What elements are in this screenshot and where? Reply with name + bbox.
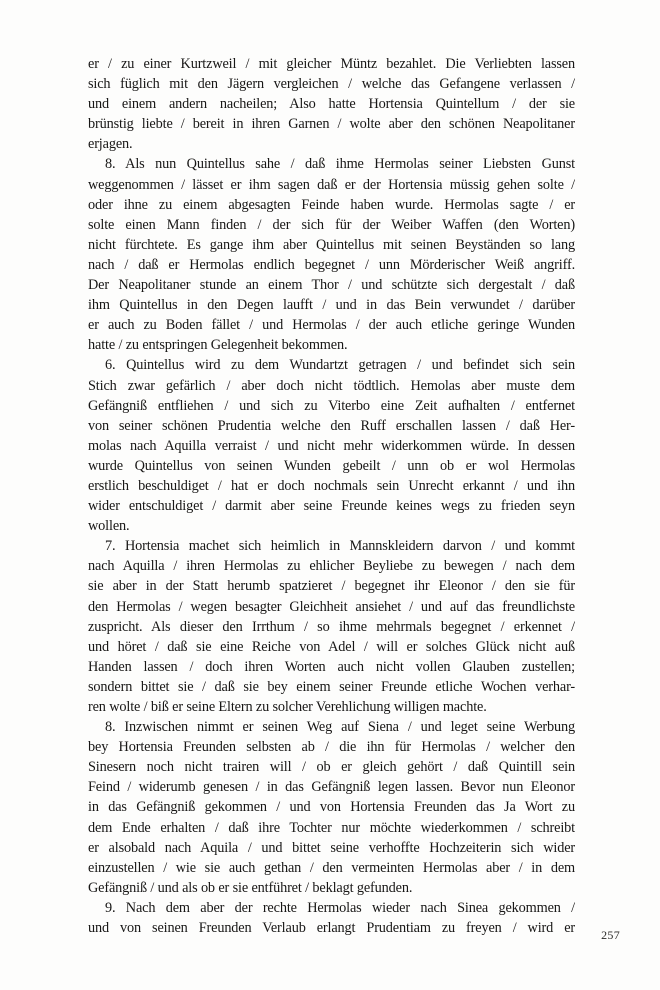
text-line: wider entschuldiget / darmit aber seine Freunde keines wegs zu frieden seyn — [88, 498, 575, 515]
text-line: nach / daß er Hermolas endlich begegnet / unn Mörderischer Weiß angriff. — [88, 256, 575, 273]
text-line: 8. Als nun Quintellus sahe / daß ihme Hermolas seiner Liebsten Gunst — [105, 156, 575, 173]
text-line: und höret / daß sie eine Reiche von Adel / will er solches Glück nicht auß — [88, 638, 575, 655]
text-line: wollen. — [88, 518, 130, 535]
text-line: sie aber in der Statt herumb spatzieret / begegnet ihr Eleonor / den sie für — [88, 578, 575, 595]
text-line: einzustellen / wie sie auch gethan / den vermeinten Hermolas aber / in dem — [88, 859, 575, 876]
text-line: nicht fürchtete. Es gange ihm aber Quintellus mit seinen Beyständen so lang — [88, 236, 575, 253]
text-line: wurde Quintellus von seinen Wunden gebeilt / unn ob er wol Hermolas — [88, 457, 575, 474]
text-line: den Hermolas / wegen besagter Gleichheit ansiehet / und auf das freundlichste — [88, 598, 575, 615]
text-line: brünstig liebte / bereit in ihren Garnen / wolte aber den schönen Neapolitaner — [88, 116, 575, 133]
text-line: ren wolte / biß er seine Eltern zu solcher Verehlichung willigen machte. — [88, 699, 487, 715]
text-line: sondern bittet sie / daß sie bey einem seiner Freunde etliche Wochen verhar- — [88, 678, 575, 695]
text-line: weggenommen / lässet er ihm sagen daß er der Hortensia müssig gehen solte / — [88, 176, 575, 193]
text-line: dem Ende erhalten / daß ihre Tochter nur möchte wiederkommen / schreibt — [88, 819, 575, 836]
text-line: erstlich beschuldiget / hat er doch nochmals sein Unrecht erkannt / und ihn — [88, 477, 575, 494]
text-line: Gefängniß / und als ob er sie entführet / beklagt gefunden. — [88, 879, 413, 896]
text-line: nach Aquilla / ihren Hermolas zu ehlicher Beyliebe zu bewegen / nach dem — [88, 558, 575, 575]
text-line: bey Hortensia Freunden selbsten ab / die ihn für Hermolas / welcher den — [88, 739, 575, 756]
text-line: molas nach Aquilla verraist / und nicht mehr widerkommen würde. In dessen — [88, 437, 575, 454]
text-line: Gefängniß entfliehen / und sich zu Viterbo eine Zeit aufhalten / entfernet — [88, 397, 575, 414]
text-line: Der Neapolitaner stunde an einem Thor / und schützte sich dergestalt / daß — [88, 277, 575, 294]
text-line: Handen lassen / doch ihren Worten auch nicht vollen Glauben zustellen; — [88, 658, 575, 675]
text-line: solte einen Mann finden / der sich für der Weiber Waffen (den Worten) — [88, 216, 575, 233]
text-line: ihm Quintellus in den Degen laufft / und in das Bein verwundet / darüber — [88, 297, 575, 314]
text-line: er auch zu Boden fället / und Hermolas / der auch etliche geringe Wunden — [88, 317, 575, 334]
page-number: 257 — [601, 928, 620, 942]
text-line: oder ihne zu einem abgesagten Feinde haben wurde. Hermolas sagte / er — [88, 196, 575, 213]
text-line: Feind / widerumb genesen / in das Gefängniß legen lassen. Bevor nun Eleonor — [88, 779, 575, 796]
text-line: 8. Inzwischen nimmt er seinen Weg auf Siena / und leget seine Werbung — [105, 719, 575, 736]
text-line: zuspricht. Als dieser den Irrthum / so ihme mehrmals begegnet / erkennet / — [88, 618, 575, 635]
text-line: erjagen. — [88, 136, 133, 153]
text-line: von seiner schönen Prudentia welche den Ruff erschallen lassen / daß Her- — [88, 417, 575, 434]
text-line: 7. Hortensia machet sich heimlich in Mannskleidern darvon / und kommt — [105, 538, 575, 555]
text-line: und von seinen Freunden Verlaub erlangt Prudentiam zu freyen / wird er — [88, 920, 575, 937]
text-line: er / zu einer Kurtzweil / mit gleicher Müntz bezahlet. Die Verliebten lassen — [88, 56, 575, 72]
text-line: 6. Quintellus wird zu dem Wundartzt getragen / und befindet sich sein — [105, 357, 575, 374]
text-line: sich füglich mit den Jägern vergleichen / welche das Gefangene verlassen / — [88, 76, 575, 93]
text-line: er alsobald nach Aquila / und bittet seine verhoffte Hochzeiterin sich wider — [88, 839, 575, 856]
body-text — [88, 54, 575, 938]
text-line: 9. Nach dem aber der rechte Hermolas wieder nach Sinea gekommen / — [105, 899, 575, 916]
text-line: hatte / zu entspringen Gelegenheit bekommen. — [88, 337, 348, 354]
text-line: in das Gefängniß gekommen / und von Hortensia Freunden das Ja Wort zu — [88, 799, 575, 816]
text-line: Stich zwar gefärlich / aber doch nicht tödtlich. Hemolas aber muste dem — [88, 377, 575, 394]
text-line: Sinesern noch nicht trairen will / ob er gleich gehört / daß Quintill sein — [88, 759, 575, 776]
text-line: und einem andern nacheilen; Also hatte Hortensia Quintellum / der sie — [88, 96, 575, 113]
